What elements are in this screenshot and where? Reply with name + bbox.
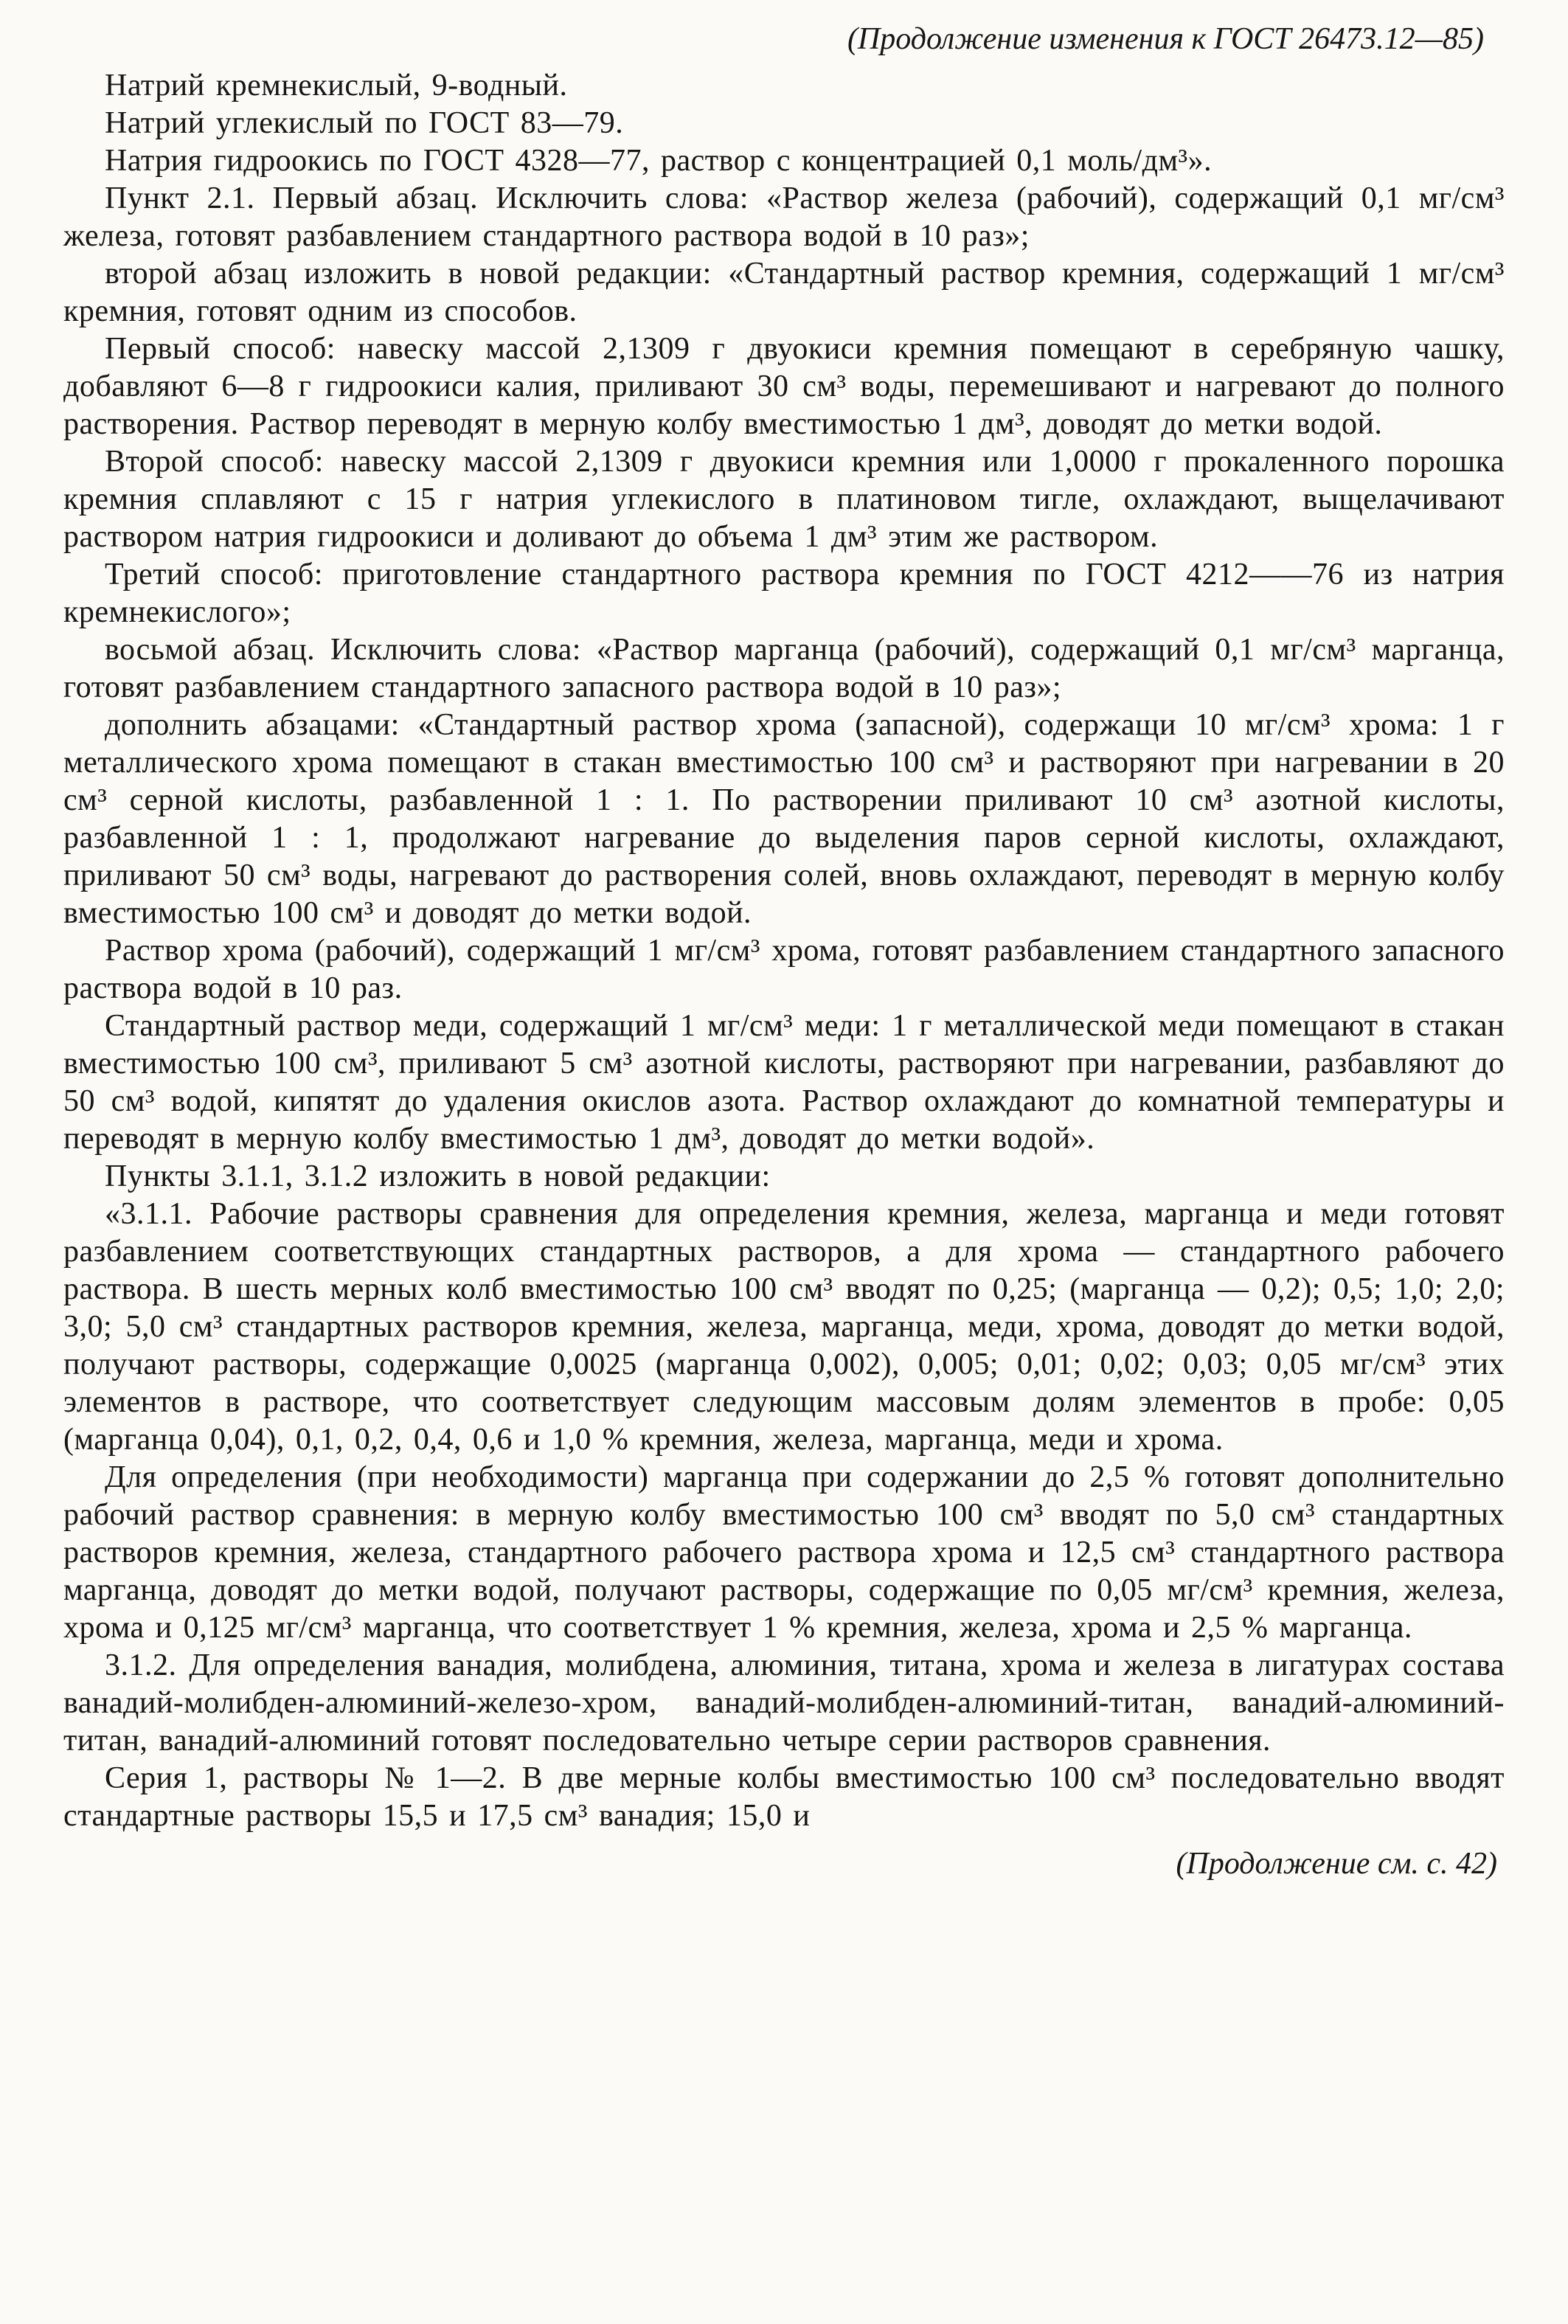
paragraph: Пункт 2.1. Первый абзац. Исключить слова: «Раствор железа (рабочий), содержащий 0,1 мг/см³ железа, готовят разбавлением стандартного раствора водой в 10 раз»; xyxy=(63,181,1505,253)
paragraph: дополнить абзацами: «Стандартный раствор хрома (запасной), содержащи 10 мг/см³ хрома: 1 г металлического хрома помещают в стакан вместимостью 100 см³ и растворяют при нагревании в 20 см³ серной кислоты, разбавленной 1 : 1. По растворении приливают 10 см³ азотной кислоты, разбавленной 1 : 1, продолжают нагревание до выделения паров серной кислоты, охлаждают, приливают 50 см³ воды, нагревают до растворения солей, вновь охлаждают, переводят в мерную колбу вместимостью 100 см³ и доводят до метки водой. xyxy=(63,708,1505,930)
paragraph: второй абзац изложить в новой редакции: «Стандартный раствор кремния, содержащий 1 мг/см³ кремния, готовят одним из способов. xyxy=(63,257,1505,328)
page-header-continuation: (Продолжение изменения к ГОСТ 26473.12—85) xyxy=(847,22,1484,56)
paragraph: Раствор хрома (рабочий), содержащий 1 мг/см³ хрома, готовят разбавлением стандартного запасного раствора водой в 10 раз. xyxy=(63,934,1505,1005)
paragraph: Натрий углекислый по ГОСТ 83—79. xyxy=(105,106,624,140)
paragraph: восьмой абзац. Исключить слова: «Раствор марганца (рабочий), содержащий 0,1 мг/см³ марганца, готовят разбавлением стандартного запасного раствора водой в 10 раз»; xyxy=(63,633,1505,704)
paragraph: Натрия гидроокись по ГОСТ 4328—77, раствор с концентрацией 0,1 моль/дм³». xyxy=(105,144,1213,178)
paragraph: Для определения (при необходимости) марганца при содержании до 2,5 % готовят дополнительно рабочий раствор сравнения: в мерную колбу вместимостью 100 см³ вводят по 5,0 см³ стандартных растворов кремния, железа, стандартного рабочего раствора хрома и 12,5 см³ стандартного раствора марганца, доводят до метки водой, получают растворы, содержащие по 0,05 мг/см³ кремния, железа, хрома и 0,125 мг/см³ марганца, что соответствует 1 % кремния, железа, хрома и 2,5 % марганца. xyxy=(63,1460,1505,1645)
paragraph: Стандартный раствор меди, содержащий 1 мг/см³ меди: 1 г металлической меди помещают в стакан вместимостью 100 см³, приливают 5 см³ азотной кислоты, растворяют при нагревании, разбавляют до 50 см³ водой, кипятят до удаления окислов азота. Раствор охлаждают до комнатной температуры и переводят в мерную колбу вместимостью 1 дм³, доводят до метки водой». xyxy=(63,1009,1505,1156)
paragraph: Второй способ: навеску массой 2,1309 г двуокиси кремния или 1,0000 г прокаленного порошка кремния сплавляют с 15 г натрия углекислого в платиновом тигле, охлаждают, выщелачивают раствором натрия гидроокиси и доливают до объема 1 дм³ этим же раствором. xyxy=(63,445,1505,554)
paragraph: Третий способ: приготовление стандартного раствора кремния по ГОСТ 4212——76 из натрия кремнекислого»; xyxy=(63,558,1505,629)
paragraph: Натрий кремнекислый, 9-водный. xyxy=(105,69,568,103)
paragraph: Серия 1, растворы № 1—2. В две мерные колбы вместимостью 100 см³ последовательно вводят стандартные растворы 15,5 и 17,5 см³ ванадия; 15,0 и xyxy=(63,1761,1505,1833)
paragraph: Первый способ: навеску массой 2,1309 г двуокиси кремния помещают в серебряную чашку, добавляют 6—8 г гидроокиси калия, приливают 30 см³ воды, перемешивают и нагревают до полного растворения. Раствор переводят в мерную колбу вместимостью 1 дм³, доводят до метки водой. xyxy=(63,332,1505,441)
paragraph: Пункты 3.1.1, 3.1.2 изложить в новой редакции: xyxy=(105,1159,771,1193)
document-body xyxy=(63,67,1505,1835)
page-footer-continuation: (Продолжение см. с. 42) xyxy=(1176,1847,1497,1881)
paragraph: 3.1.2. Для определения ванадия, молибдена, алюминия, титана, хрома и железа в лигатурах состава ванадий-молибден-алюминий-железо-хром, ванадий-молибден-алюминий-титан, ванадий-алюминий-титан, ванадий-алюминий готовят последовательно четыре серии растворов сравнения. xyxy=(63,1648,1505,1758)
paragraph: «3.1.1. Рабочие растворы сравнения для определения кремния, железа, марганца и меди готовят разбавлением соответствующих стандартных растворов, а для хрома — стандартного рабочего раствора. В шесть мерных колб вместимостью 100 см³ вводят по 0,25; (марганца — 0,2); 0,5; 1,0; 2,0; 3,0; 5,0 см³ стандартных растворов кремния, железа, марганца, меди, хрома, доводят до метки водой, получают растворы, содержащие 0,0025 (марганца 0,002), 0,005; 0,01; 0,02; 0,03; 0,05 мг/см³ этих элементов в растворе, что соответствует следующим массовым долям элементов в пробе: 0,05 (марганца 0,04), 0,1, 0,2, 0,4, 0,6 и 1,0 % кремния, железа, марганца, меди и хрома. xyxy=(63,1197,1505,1457)
